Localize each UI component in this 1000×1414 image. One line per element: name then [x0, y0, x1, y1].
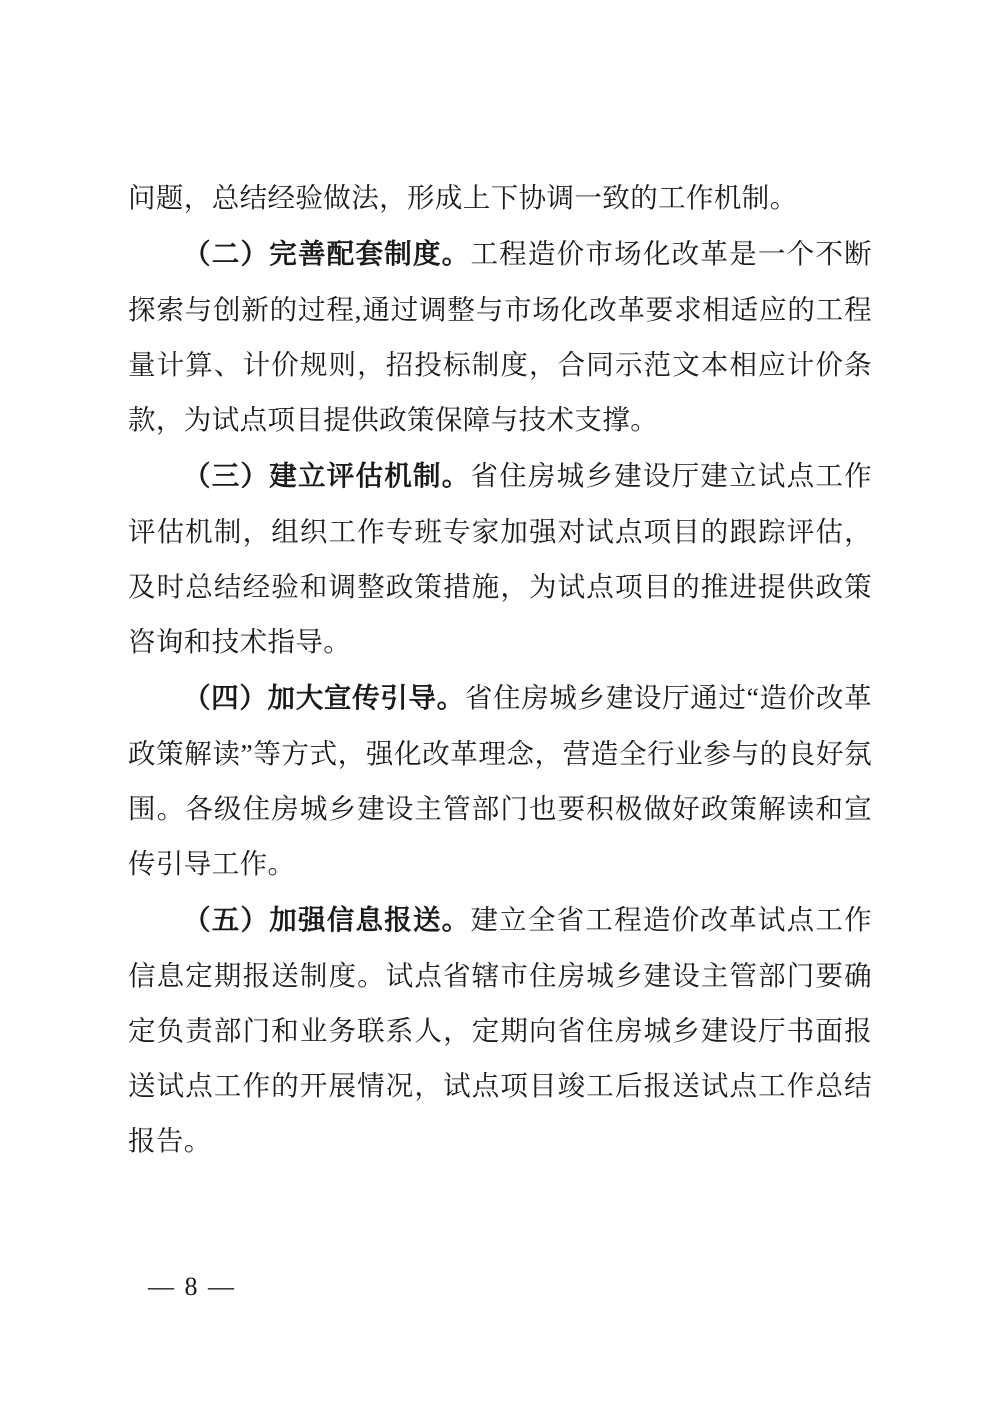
paragraph-1	[128, 170, 872, 225]
paragraph-3	[128, 448, 872, 669]
paragraph-text: 工程造价市场化改革是一个不断探索与创新的过程,通过调整与市场化改革要求相适应的工程量计算、计价规则，招投标制度，合同示范文本相应计价条款，为试点项目提供政策保障与技术支撑。	[128, 238, 872, 435]
paragraph-heading: （三）建立评估机制。	[183, 460, 471, 492]
page-number	[128, 1272, 872, 1302]
paragraph-heading: （五）加强信息报送。	[183, 904, 471, 936]
paragraph-text: 问题，总结经验做法，形成上下协调一致的工作机制。	[128, 182, 798, 213]
paragraph-2	[128, 226, 872, 447]
paragraph-heading: （四）加大宣传引导。	[183, 682, 465, 714]
paragraph-text: 省住房城乡建设厅通过“造价改革政策解读”等方式，强化改革理念，营造全行业参与的良好氛围。各级住房城乡建设主管部门也要积极做好政策解读和宣传引导工作。	[128, 682, 872, 879]
paragraph-5	[128, 892, 872, 1168]
paragraph-text: 省住房城乡建设厅建立试点工作评估机制，组织工作专班专家加强对试点项目的跟踪评估，及时总结经验和调整政策措施，为试点项目的推进提供政策咨询和技术指导。	[128, 460, 872, 657]
document-body	[128, 170, 872, 1168]
paragraph-heading: （二）完善配套制度。	[183, 238, 471, 270]
page-number-label: — 8 —	[148, 1272, 236, 1301]
paragraph-text: 建立全省工程造价改革试点工作信息定期报送制度。试点省辖市住房城乡建设主管部门要确定负责部门和业务联系人，定期向省住房城乡建设厅书面报送试点工作的开展情况，试点项目竣工后报送试点工作总结报告。	[128, 904, 872, 1156]
paragraph-4	[128, 670, 872, 891]
